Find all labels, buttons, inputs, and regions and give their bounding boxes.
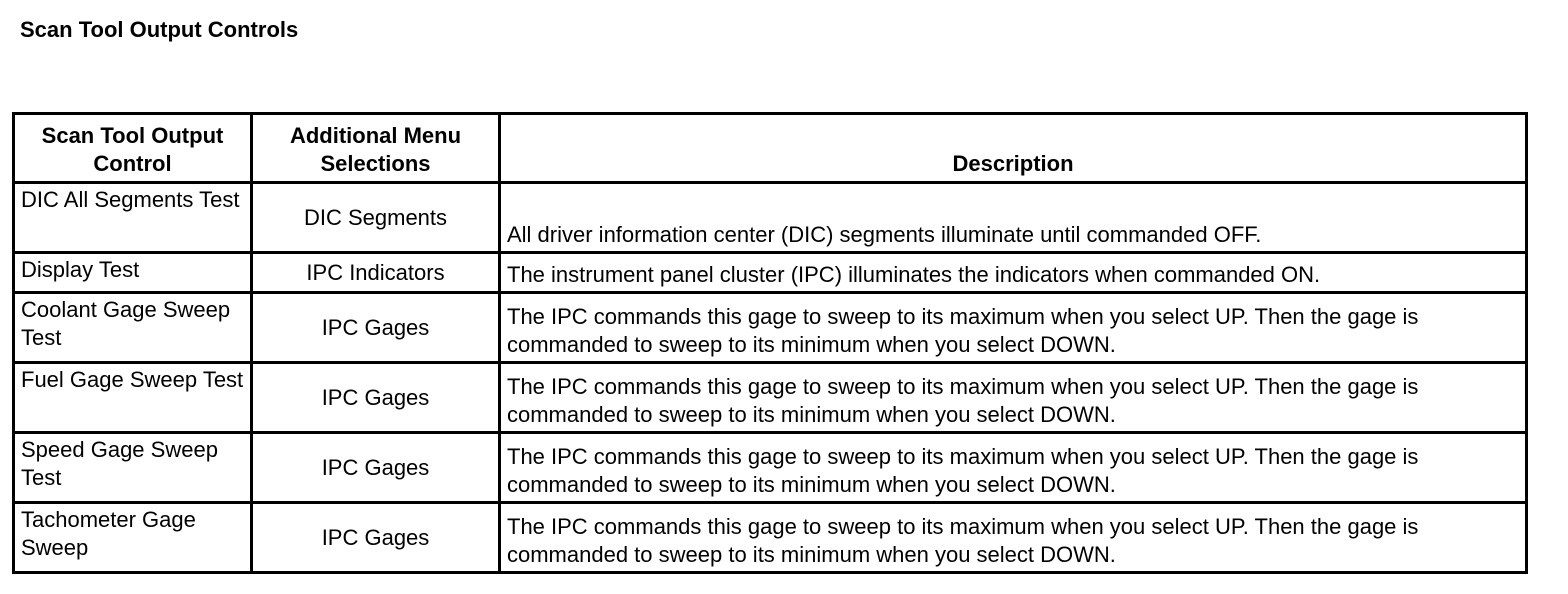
menu-selection-cell: IPC Gages bbox=[252, 433, 500, 503]
table-row bbox=[14, 363, 1527, 433]
description-cell: The IPC commands this gage to sweep to its maximum when you select UP. Then the gage is commanded to sweep to its minimum when you select DOWN. bbox=[500, 503, 1527, 573]
table-row bbox=[14, 253, 1527, 293]
menu-selection-cell: IPC Gages bbox=[252, 363, 500, 433]
control-cell: Fuel Gage Sweep Test bbox=[14, 363, 252, 433]
menu-selection-cell: IPC Gages bbox=[252, 293, 500, 363]
control-cell: Display Test bbox=[14, 253, 252, 293]
description-cell: The instrument panel cluster (IPC) illuminates the indicators when commanded ON. bbox=[500, 253, 1527, 293]
table-row bbox=[14, 183, 1527, 253]
menu-selection-cell: DIC Segments bbox=[252, 183, 500, 253]
table-row bbox=[14, 293, 1527, 363]
description-cell: All driver information center (DIC) segments illuminate until commanded OFF. bbox=[500, 183, 1527, 253]
table-row bbox=[14, 503, 1527, 573]
header-additional-menu-selections: Additional Menu Selections bbox=[252, 114, 500, 183]
control-cell: Coolant Gage Sweep Test bbox=[14, 293, 252, 363]
menu-selection-cell: IPC Gages bbox=[252, 503, 500, 573]
table-row bbox=[14, 433, 1527, 503]
page-title: Scan Tool Output Controls bbox=[20, 17, 299, 42]
description-cell: The IPC commands this gage to sweep to its maximum when you select UP. Then the gage is commanded to sweep to its minimum when you select DOWN. bbox=[500, 433, 1527, 503]
output-controls-table bbox=[12, 112, 1528, 574]
header-scan-tool-output-control: Scan Tool Output Control bbox=[14, 114, 252, 183]
header-description: Description bbox=[500, 114, 1527, 183]
description-cell: The IPC commands this gage to sweep to its maximum when you select UP. Then the gage is commanded to sweep to its minimum when you select DOWN. bbox=[500, 363, 1527, 433]
control-cell: DIC All Segments Test bbox=[14, 183, 252, 253]
description-cell: The IPC commands this gage to sweep to its maximum when you select UP. Then the gage is commanded to sweep to its minimum when you select DOWN. bbox=[500, 293, 1527, 363]
menu-selection-cell: IPC Indicators bbox=[252, 253, 500, 293]
control-cell: Speed Gage Sweep Test bbox=[14, 433, 252, 503]
control-cell: Tachometer Gage Sweep bbox=[14, 503, 252, 573]
table-header-row bbox=[14, 114, 1527, 183]
